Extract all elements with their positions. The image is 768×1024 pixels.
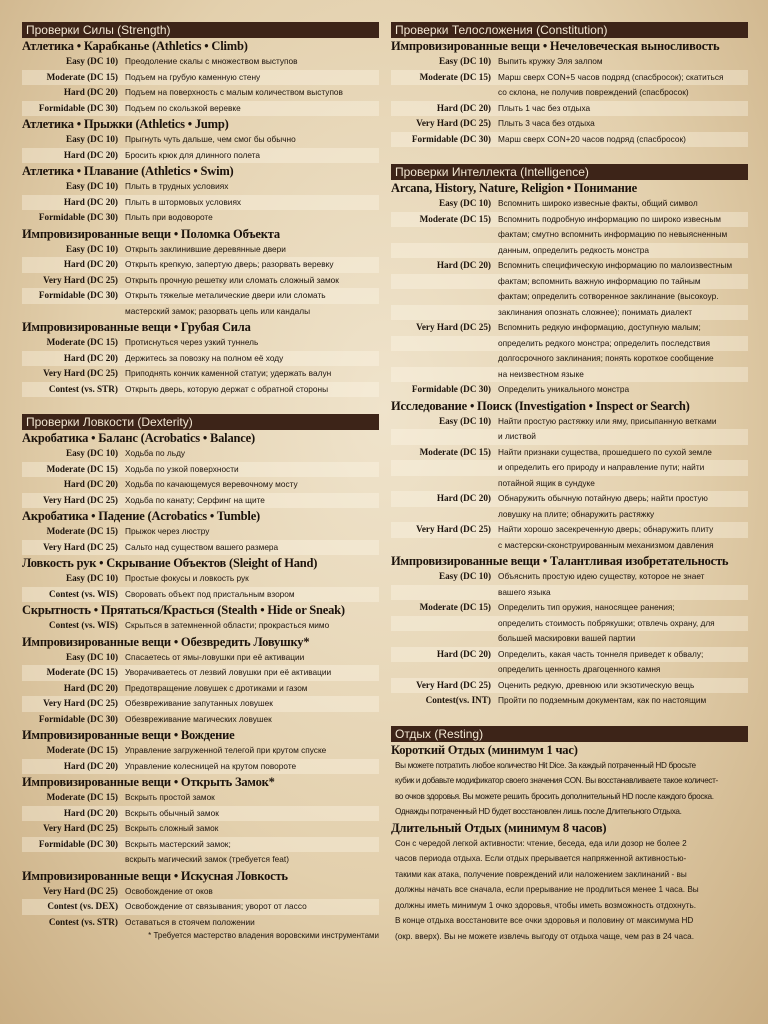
dc-label: Easy (DC 10)	[438, 56, 491, 66]
task-description: Вспомнить редкую информацию, доступную малым;	[498, 322, 701, 332]
table-row	[22, 571, 379, 587]
task-description: Вскрыть обычный замок	[125, 807, 219, 818]
task-description: Вспомнить специфическую информацию по малоизвестным	[498, 260, 733, 270]
table-row	[22, 524, 379, 540]
section-header-dexterity: Проверки Ловкости (Dexterity)	[22, 414, 379, 430]
dc-label: Easy (DC 10)	[438, 415, 491, 426]
task-description: Открыть прочную решетку или сломать сложный замок	[125, 274, 339, 285]
table-row	[391, 196, 748, 212]
dc-label: Hard (DC 20)	[63, 760, 118, 771]
table-tumble	[22, 524, 379, 555]
task-description: Вспомнить подробную информацию по широко извесным	[498, 213, 721, 224]
table-row	[22, 132, 379, 148]
table-row	[22, 915, 379, 931]
section-header-intelligence: Проверки Интеллекта (Intelligence)	[391, 164, 748, 180]
task-description: Выпить кружку Эля залпом	[498, 56, 603, 66]
table-disarm-trap	[22, 650, 379, 728]
subsection-tumble: Акробатика • Падение (Acrobatics • Tumble)	[22, 509, 261, 523]
table-row	[391, 70, 748, 86]
paragraph-line: должны начать все сначала, если прерывание не продлиться менее 1 часа. Вы	[395, 885, 699, 894]
subsection-driving: Импровизированные вещи • Вождение	[22, 728, 235, 742]
table-row	[391, 569, 748, 585]
task-description: Управление колесницей на крутом повороте	[125, 760, 297, 771]
dc-label: Contest (vs. WIS)	[49, 588, 118, 599]
task-description: Прыжок через люстру	[125, 526, 210, 536]
dc-label: Easy (DC 10)	[65, 134, 118, 144]
subsection-climb: Атлетика • Карабканье (Athletics • Climb)	[22, 39, 248, 53]
task-description: Ходьба по канату; Серфинг на щите	[125, 494, 265, 505]
table-row	[391, 243, 748, 259]
table-row	[22, 210, 379, 226]
dc-label: Hard (DC 20)	[63, 479, 118, 489]
subsection-balance: Акробатика • Баланс (Acrobatics • Balance)	[22, 431, 255, 445]
task-description: Уворачиваетесь от лезвий ловушки при её активации	[125, 667, 332, 677]
dc-label: Easy (DC 10)	[65, 573, 118, 583]
table-row	[391, 367, 748, 383]
dc-label: Hard (DC 20)	[436, 102, 491, 113]
subsection-brute-force: Импровизированные вещи • Грубая Сила	[22, 320, 251, 334]
task-description: Плыть 1 час без отдыха	[498, 102, 591, 113]
table-row	[391, 227, 748, 243]
subsection-stealth: Скрытность • Прятаться/Красться (Stealth • Hide or Sneak)	[22, 603, 345, 617]
dc-label: Formidable (DC 30)	[38, 838, 118, 849]
dc-label: Contest(vs. INT)	[425, 695, 491, 705]
task-description: и определить его природу и направление пути; найти	[498, 462, 705, 472]
dc-label: Moderate (DC 15)	[419, 602, 491, 612]
table-row	[391, 585, 748, 601]
table-endurance	[391, 54, 748, 147]
task-description: Протиснуться через узкий туннель	[125, 337, 259, 347]
task-description: Плыть 3 часа без отдыха	[498, 118, 595, 128]
paragraph-line: Сон с чередой легкой активности: чтение, беседа, еда или дозор не более 2	[395, 838, 687, 848]
table-row	[22, 242, 379, 258]
dc-label: Easy (DC 10)	[65, 56, 118, 66]
subsection-short-rest: Короткий Отдых (минимум 1 час)	[391, 742, 578, 757]
table-row	[22, 257, 379, 273]
task-description: Найти признаки существа, прошедшего по сухой земле	[498, 446, 712, 457]
table-investigation	[391, 414, 748, 554]
task-description: Освобождение от связывания; уворот от лассо	[125, 901, 307, 911]
table-row	[391, 116, 748, 132]
dc-label: Formidable (DC 30)	[38, 290, 118, 300]
subsection-endurance: Импровизированные вещи • Нечеловеческая выносливость	[391, 39, 720, 53]
table-row	[391, 522, 748, 538]
dc-label: Very Hard (DC 25)	[416, 322, 491, 332]
dc-label: Formidable (DC 30)	[411, 133, 491, 144]
dc-label: Very Hard (DC 25)	[43, 274, 118, 285]
dc-label: Moderate (DC 15)	[419, 213, 491, 224]
table-lore	[391, 196, 748, 398]
table-row	[22, 54, 379, 70]
task-description: Найти хорошо засекреченную дверь; обнаружить плиту	[498, 524, 714, 534]
table-row	[391, 305, 748, 321]
dc-label: Very Hard (DC 25)	[43, 368, 118, 378]
paragraph-line: (окр. вверх). Вы не можете извлечь выгоду от отдыха чаще, чем раз в 24 часа.	[395, 931, 694, 941]
dc-label: Easy (DC 10)	[438, 571, 491, 581]
table-driving	[22, 743, 379, 774]
table-row	[22, 587, 379, 603]
table-row	[22, 852, 379, 868]
section-header-constitution: Проверки Телосложения (Constitution)	[391, 22, 748, 38]
table-brute-force	[22, 335, 379, 397]
table-row	[22, 743, 379, 759]
table-balance	[22, 446, 379, 508]
table-row	[22, 195, 379, 211]
paragraph-line: В конце отдыха восстановите все очки здоровья и половину от максимума HD	[395, 916, 694, 925]
table-row	[391, 507, 748, 523]
task-description: Определить уникального монстра	[498, 384, 630, 394]
task-description: Вскрыть простой замок	[125, 792, 215, 802]
table-row	[391, 491, 748, 507]
task-description: со склона, не получив повреждений (спасбросок)	[498, 87, 689, 97]
section-header-resting: Отдых (Resting)	[391, 726, 748, 742]
dc-label: Hard (DC 20)	[436, 493, 491, 503]
table-row	[22, 650, 379, 666]
task-description: Бросить крюк для длинного полета	[125, 149, 261, 160]
dc-label: Hard (DC 20)	[436, 648, 491, 659]
paragraph-long-rest	[391, 836, 748, 945]
dc-label: Moderate (DC 15)	[46, 667, 118, 677]
task-description: заклинания опознать сложнее); понимать диалект	[498, 306, 692, 317]
dc-label: Easy (DC 10)	[65, 651, 118, 662]
table-break-object	[22, 242, 379, 320]
dc-label: Very Hard (DC 25)	[43, 494, 118, 505]
dc-label	[394, 538, 494, 554]
task-description: Оставаться в стоячем положении	[125, 916, 255, 927]
table-row	[22, 351, 379, 367]
table-row	[391, 85, 748, 101]
dc-label	[394, 227, 494, 243]
task-description: Открыть заклинившие деревянные двери	[125, 243, 286, 254]
task-description: и листвой	[498, 431, 536, 441]
table-row	[22, 382, 379, 398]
table-row	[391, 336, 748, 352]
paragraph-line: Вы можете потратить любое количество Hit Dice. За каждый потраченный HD бросьте	[395, 760, 696, 770]
table-row	[22, 70, 379, 86]
table-row	[22, 288, 379, 304]
table-row	[391, 600, 748, 616]
dc-label: Easy (DC 10)	[65, 243, 118, 254]
table-row	[22, 681, 379, 697]
table-stealth	[22, 618, 379, 634]
footnote-thieves-tools: * Требуется мастерство владения воровскими инструментами	[148, 931, 379, 940]
table-row	[22, 366, 379, 382]
table-row	[22, 462, 379, 478]
task-description: на неизвестном языке	[498, 368, 584, 379]
dc-label: Very Hard (DC 25)	[416, 524, 491, 534]
dc-label: Very Hard (DC 25)	[416, 118, 491, 128]
task-description: Вспомнить широко извесные факты, общий символ	[498, 198, 698, 208]
table-row	[391, 320, 748, 336]
section-header-strength: Проверки Силы (Strength)	[22, 22, 379, 38]
dc-label: Moderate (DC 15)	[419, 71, 491, 82]
table-climb	[22, 54, 379, 116]
table-row	[391, 54, 748, 70]
table-agility	[22, 884, 379, 931]
dc-label: Hard (DC 20)	[63, 149, 118, 160]
dc-label: Hard (DC 20)	[63, 352, 118, 363]
dc-label: Formidable (DC 30)	[38, 212, 118, 222]
task-description: Подъем по скользкой веревке	[125, 102, 241, 113]
task-description: Преодоление скалы с множеством выступов	[125, 56, 298, 66]
dc-label: Moderate (DC 15)	[46, 526, 118, 536]
dc-label	[394, 616, 494, 632]
dc-label	[394, 243, 494, 259]
dc-label: Moderate (DC 15)	[419, 446, 491, 457]
dc-label: Easy (DC 10)	[65, 448, 118, 458]
task-description: определить ценность драгоценного камня	[498, 664, 661, 674]
task-description: Оценить редкую, древнюю или экзотическую вещь	[498, 679, 695, 690]
task-description: вскрыть магический замок (требуется feat)	[125, 854, 289, 864]
paragraph-line: кубик и добавьте модификатор своего значения CON. Вы восстанавливаете такое количест-	[395, 776, 718, 785]
dc-label: Easy (DC 10)	[65, 181, 118, 191]
dc-label: Contest (vs. STR)	[48, 916, 118, 927]
task-description: Открыть дверь, которую держат с обратной стороны	[125, 383, 329, 394]
dc-label: Easy (DC 10)	[438, 198, 491, 208]
table-row	[22, 540, 379, 556]
task-description: Найти простую растяжку или яму, присыпанную ветками	[498, 415, 717, 426]
task-description: потайной ящик в сундуке	[498, 477, 595, 488]
dc-label	[394, 305, 494, 321]
task-description: мастерский замок; разорвать цепь или кандалы	[125, 305, 311, 316]
table-row	[391, 460, 748, 476]
task-description: Сальто над существом вашего размера	[125, 541, 279, 552]
task-description: Марш сверх CON+5 часов подряд (спасбросок); скатиться	[498, 71, 724, 82]
dc-label: Hard (DC 20)	[63, 259, 118, 269]
task-description: Ходьба по узкой поверхности	[125, 463, 239, 474]
dc-label: Contest (vs. STR)	[48, 383, 118, 394]
dc-label: Contest (vs. DEX)	[47, 901, 118, 911]
dc-label: Very Hard (DC 25)	[416, 679, 491, 690]
table-row	[22, 618, 379, 634]
task-description: Управление загруженной телегой при крутом спуске	[125, 745, 327, 755]
table-row	[391, 274, 748, 290]
left-column	[22, 22, 379, 942]
table-row	[391, 631, 748, 647]
task-description: Объяснить простую идею существу, которое не знает	[498, 571, 705, 581]
task-description: Плыть в трудных условиях	[125, 181, 229, 191]
table-row	[391, 382, 748, 398]
dc-label: Formidable (DC 30)	[411, 384, 491, 394]
task-description: данным, определить редкость монстра	[498, 244, 650, 255]
subsection-swim: Атлетика • Плавание (Athletics • Swim)	[22, 164, 234, 178]
task-description: долгосрочного заклинания; понять короткое сообщение	[498, 353, 714, 363]
task-description: Определить тип оружия, наносящее ранения;	[498, 602, 675, 612]
table-row	[391, 445, 748, 461]
table-row	[391, 662, 748, 678]
task-description: определить редкого монстра; определить последствия	[498, 337, 711, 348]
subsection-disarm-trap: Импровизированные вещи • Обезвредить Ловушку*	[22, 634, 310, 649]
task-description: Приподнять кончик каменной статуи; удержать валун	[125, 368, 332, 378]
table-row	[22, 821, 379, 837]
dc-label	[394, 85, 494, 101]
task-description: Определить, какая часть тоннеля приведет к обвалу;	[498, 648, 704, 659]
dc-label	[394, 507, 494, 523]
task-description: Ходьба по качающемуся веревочному мосту	[125, 479, 298, 489]
dc-label: Hard (DC 20)	[63, 196, 118, 207]
task-description: Открыть крепкую, запертую дверь; разорвать веревку	[125, 259, 334, 269]
table-row	[22, 101, 379, 117]
dc-label: Very Hard (DC 25)	[43, 698, 118, 708]
dc-label: Formidable (DC 30)	[38, 102, 118, 113]
dc-label: Hard (DC 20)	[63, 807, 118, 818]
subsection-break-object: Импровизированные вещи • Поломка Объекта	[22, 226, 280, 241]
dc-label: Moderate (DC 15)	[46, 463, 118, 474]
task-description: фактам; определить сотворенное заклинание (высокоур.	[498, 291, 719, 301]
task-description: Плыть в штормовых условиях	[125, 196, 242, 207]
table-row	[22, 884, 379, 900]
table-row	[22, 446, 379, 462]
dc-label	[394, 631, 494, 647]
task-description: Скрыться в затемненной области; прокрасться мимо	[125, 620, 330, 630]
subsection-lore: Arcana, History, Nature, Religion • Понимание	[391, 181, 638, 195]
task-description: Плыть при водовороте	[125, 212, 213, 222]
task-description: фактам; смутно вспомнить информацию по невыясненным	[498, 229, 728, 239]
table-row	[391, 476, 748, 492]
task-description: Пройти по подземным документам, как по настоящим	[498, 695, 707, 705]
subsection-agility: Импровизированные вещи • Искусная Ловкость	[22, 868, 288, 883]
table-row	[22, 837, 379, 853]
table-row	[22, 665, 379, 681]
task-description: Спасаетесь от ямы-ловушки при её активации	[125, 651, 305, 662]
table-row	[391, 647, 748, 663]
task-description: Обезвреживание магических ловушек	[125, 713, 272, 724]
table-row	[22, 806, 379, 822]
dc-label: Moderate (DC 15)	[46, 71, 118, 82]
subsection-sleight-of-hand: Ловкость рук • Скрывание Объектов (Sleight of Hand)	[22, 556, 318, 570]
right-column	[391, 22, 748, 944]
dc-label	[394, 289, 494, 305]
dc-label: Very Hard (DC 25)	[43, 541, 118, 552]
table-row	[22, 273, 379, 289]
task-description: Прыгнуть чуть дальше, чем смог бы обычно	[125, 134, 296, 144]
task-description: Марш сверх CON+20 часов подряд (спасбросок)	[498, 133, 686, 144]
dc-label: Contest (vs. WIS)	[49, 620, 118, 630]
task-description: фактам; вспомнить важную информацию по тайным	[498, 275, 701, 286]
paragraph-line: такими как атака, получение повреждений или наложением заклинаний - вы	[395, 869, 687, 879]
dc-label	[25, 304, 121, 320]
dc-label: Moderate (DC 15)	[46, 745, 118, 755]
table-row	[391, 212, 748, 228]
task-description: Держитесь за повозку на полном её ходу	[125, 352, 284, 363]
dc-label	[394, 662, 494, 678]
dc-label: Hard (DC 20)	[436, 260, 491, 270]
table-row	[391, 414, 748, 430]
dc-label	[394, 367, 494, 383]
dc-label: Moderate (DC 15)	[46, 337, 118, 347]
table-row	[22, 85, 379, 101]
dc-label	[25, 852, 121, 868]
task-description: Освобождение от оков	[125, 885, 213, 896]
task-description: Ходьба по льду	[125, 448, 186, 458]
paragraph-line: часов периода отдыха. Если отдых прерывается напряженной активностью-	[395, 854, 687, 863]
subsection-ingenuity: Импровизированные вещи • Талантливая изобретательность	[391, 554, 729, 568]
table-row	[391, 693, 748, 709]
table-row	[22, 493, 379, 509]
table-row	[22, 696, 379, 712]
table-row	[391, 616, 748, 632]
dc-label	[394, 476, 494, 492]
task-description: Подъем на поверхность с малым количеством выступов	[125, 87, 343, 97]
task-description: Обнаружить обычную потайную дверь; найти простую	[498, 493, 708, 503]
dc-label: Very Hard (DC 25)	[43, 885, 118, 896]
paragraph-line: должны иметь минимум 1 очко здоровья, чтобы иметь возможность отдохнуть.	[395, 900, 697, 910]
table-sleight-of-hand	[22, 571, 379, 602]
task-description: Открыть тяжелые металические двери или сломать	[125, 290, 326, 300]
dc-label	[394, 460, 494, 476]
table-row	[22, 335, 379, 351]
table-ingenuity	[391, 569, 748, 709]
table-row	[391, 429, 748, 445]
task-description: Простые фокусы и ловкость рук	[125, 573, 249, 583]
table-row	[22, 179, 379, 195]
task-description: Предотвращение ловушек с дротиками и газом	[125, 682, 308, 693]
table-row	[22, 477, 379, 493]
paragraph-short-rest	[391, 758, 748, 820]
table-row	[391, 132, 748, 148]
dc-label	[394, 274, 494, 290]
table-row	[22, 759, 379, 775]
dc-label: Formidable (DC 30)	[38, 713, 118, 724]
dc-label: Hard (DC 20)	[63, 682, 118, 693]
table-jump	[22, 132, 379, 163]
subsection-long-rest: Длительный Отдых (минимум 8 часов)	[391, 820, 607, 835]
table-row	[22, 712, 379, 728]
table-swim	[22, 179, 379, 226]
dc-label	[394, 585, 494, 601]
table-row	[22, 790, 379, 806]
task-description: Вскрыть сложный замок	[125, 823, 219, 833]
dc-label: Hard (DC 20)	[63, 87, 118, 97]
task-description: Подъем на грубую каменную стену	[125, 71, 261, 82]
table-row	[22, 304, 379, 320]
table-row	[391, 289, 748, 305]
subsection-jump: Атлетика • Прыжки (Athletics • Jump)	[22, 117, 229, 131]
table-row	[391, 351, 748, 367]
table-row	[391, 538, 748, 554]
dc-label: Moderate (DC 15)	[46, 792, 118, 802]
table-row	[391, 258, 748, 274]
task-description: Вскрыть мастерский замок;	[125, 838, 231, 849]
table-open-lock	[22, 790, 379, 868]
subsection-open-lock: Импровизированные вещи • Открыть Замок*	[22, 775, 275, 789]
task-description: вашего языка	[498, 586, 551, 597]
paragraph-line: во очков здоровья. Вы можете решить бросить дополнительный HD после каждого броска.	[395, 791, 714, 801]
subsection-investigation: Исследование • Поиск (Investigation • Inspect or Search)	[391, 398, 690, 413]
task-description: определить стоимость побрякушки; отвлечь охрану, для	[498, 617, 715, 628]
dc-label	[394, 429, 494, 445]
dc-label: Very Hard (DC 25)	[43, 823, 118, 833]
table-row	[391, 678, 748, 694]
task-description: Своровать объект под пристальным взором	[125, 588, 295, 599]
task-description: Обезвреживание запутанных ловушек	[125, 698, 273, 708]
task-description: большей маскировки вашей партии	[498, 633, 636, 643]
table-row	[22, 148, 379, 164]
table-row	[22, 899, 379, 915]
dc-label	[394, 336, 494, 352]
task-description: ловушку на плите; обнаружить растяжку	[498, 508, 655, 519]
dc-label	[394, 351, 494, 367]
paragraph-line: Однажды потраченный HD будет восстановлен лишь после Длительного Отдыха.	[395, 807, 682, 816]
task-description: с мастерски-сконструированным механизмом давления	[498, 539, 714, 550]
table-row	[391, 101, 748, 117]
